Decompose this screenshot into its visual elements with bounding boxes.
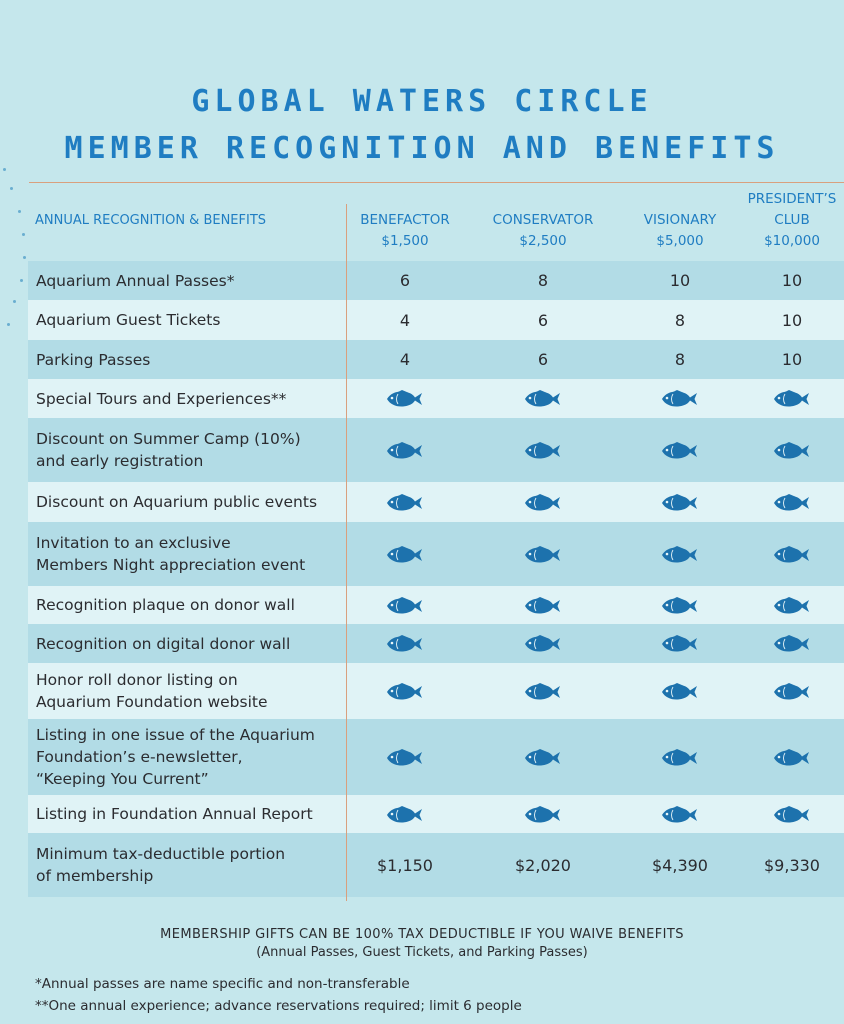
benefit-label-line: Parking Passes	[36, 350, 151, 369]
fish-icon	[625, 544, 735, 564]
benefit-label-line: Members Night appreciation event	[36, 556, 306, 574]
fish-icon	[350, 804, 460, 824]
fish-icon-shape	[661, 635, 699, 653]
table-row	[28, 522, 844, 586]
fish-icon-shape	[524, 494, 562, 512]
table-cell-value: $2,020	[515, 855, 571, 875]
fish-icon	[350, 681, 460, 701]
benefit-label-line: Minimum tax-deductible portion	[36, 845, 286, 863]
benefit-label-line: Discount on Summer Camp (10%)	[36, 430, 301, 448]
fish-icon-shape	[524, 749, 562, 767]
benefit-label	[36, 270, 235, 292]
table-cell-value: 4	[399, 350, 411, 369]
bubble-decoration	[23, 256, 26, 259]
fish-icon	[488, 492, 598, 512]
bubble-decoration	[10, 187, 13, 190]
fish-icon	[737, 544, 844, 564]
fish-icon-shape	[386, 494, 424, 512]
fish-icon-shape	[386, 390, 424, 408]
fish-icon-shape	[386, 597, 424, 615]
table-row	[28, 795, 844, 833]
fish-icon	[737, 681, 844, 701]
benefit-label-line: and early registration	[36, 452, 204, 470]
fish-icon	[488, 440, 598, 460]
fish-icon	[625, 681, 735, 701]
table-row	[28, 663, 844, 719]
benefit-label-line: Recognition plaque on donor wall	[36, 596, 295, 614]
fish-icon	[625, 440, 735, 460]
table-cell-value: 8	[674, 350, 686, 369]
fish-icon-shape	[661, 806, 699, 824]
benefit-label-line: Aquarium Annual Passes*	[36, 271, 235, 290]
benefit-label	[36, 633, 290, 655]
table-row	[28, 261, 844, 300]
fish-icon-shape	[386, 683, 424, 701]
bubble-decoration	[22, 233, 25, 236]
benefit-label-line: Foundation’s e-newsletter,	[36, 748, 243, 766]
fish-icon	[350, 440, 460, 460]
table-cell-value: $4,390	[652, 855, 708, 875]
fish-icon	[488, 681, 598, 701]
fish-icon	[625, 804, 735, 824]
fish-icon-shape	[773, 806, 811, 824]
fish-icon-shape	[773, 442, 811, 460]
fish-icon	[737, 595, 844, 615]
benefit-label	[36, 491, 317, 513]
fish-icon	[737, 804, 844, 824]
benefit-label-line: Aquarium Foundation website	[36, 693, 268, 711]
table-cell-value: 4	[399, 310, 411, 330]
bubble-decoration	[18, 210, 21, 213]
fish-icon	[350, 544, 460, 564]
benefit-label-line: Recognition on digital donor wall	[36, 634, 291, 653]
table-row	[28, 379, 844, 418]
benefit-label-line: Listing in Foundation Annual Report	[36, 805, 313, 823]
column-divider	[346, 204, 347, 901]
bubble-decoration	[20, 279, 23, 282]
fish-icon	[737, 492, 844, 512]
table-cell-value: 10	[781, 271, 803, 290]
benefit-label	[36, 428, 301, 472]
fish-icon-shape	[524, 806, 562, 824]
fish-icon-shape	[661, 546, 699, 564]
benefit-label	[36, 532, 305, 576]
table-row	[28, 300, 844, 340]
fish-icon-shape	[661, 597, 699, 615]
table-row	[28, 340, 844, 379]
fish-icon	[488, 804, 598, 824]
bubble-decoration	[7, 323, 10, 326]
table-row	[28, 418, 844, 482]
tier-header-visionary	[625, 210, 735, 252]
table-cell-value: 6	[537, 350, 549, 369]
tier-name: BENEFACTOR	[360, 212, 450, 228]
header-divider	[29, 182, 844, 183]
fish-icon-shape	[773, 635, 811, 653]
tier-name: PRESIDENT’S	[747, 191, 837, 207]
fish-icon-shape	[524, 390, 562, 408]
fish-icon-shape	[386, 806, 424, 824]
fish-icon	[350, 595, 460, 615]
fish-icon	[737, 747, 844, 767]
footnote: **One annual experience; advance reservations required; limit 6 people	[35, 998, 522, 1014]
fish-icon-shape	[524, 597, 562, 615]
tier-name: CLUB	[774, 212, 810, 228]
fish-icon-shape	[661, 749, 699, 767]
table-cell-value: $9,330	[764, 855, 820, 875]
table-row	[28, 482, 844, 522]
fish-icon	[350, 634, 460, 654]
tier-amount: $2,500	[519, 233, 567, 249]
fish-icon-shape	[386, 635, 424, 653]
tier-name: CONSERVATOR	[492, 212, 594, 228]
fish-icon-shape	[386, 749, 424, 767]
table-row	[28, 719, 844, 795]
fish-icon	[488, 595, 598, 615]
page-title	[0, 78, 844, 172]
fish-icon-shape	[773, 597, 811, 615]
benefits-table	[28, 261, 844, 897]
benefits-column-header: ANNUAL RECOGNITION & BENEFITS	[35, 213, 267, 228]
benefit-label	[36, 349, 150, 371]
fish-icon-shape	[661, 390, 699, 408]
fish-icon	[625, 595, 735, 615]
tier-header-benefactor	[350, 210, 460, 252]
table-row	[28, 624, 844, 663]
fish-icon-shape	[773, 683, 811, 701]
fish-icon	[737, 440, 844, 460]
fish-icon-shape	[386, 442, 424, 460]
benefit-label	[36, 388, 286, 410]
fish-icon	[488, 389, 598, 409]
benefit-label	[36, 803, 313, 825]
fish-icon-shape	[773, 546, 811, 564]
fish-icon	[488, 544, 598, 564]
fish-icon	[488, 634, 598, 654]
benefit-label-line: Listing in one issue of the Aquarium	[36, 726, 315, 744]
benefit-label	[36, 594, 295, 616]
table-cell-value: 8	[674, 310, 686, 330]
fish-icon-shape	[524, 546, 562, 564]
fish-icon	[737, 389, 844, 409]
fish-icon	[350, 747, 460, 767]
benefit-label-line: Invitation to an exclusive	[36, 534, 231, 552]
tax-note-detail: (Annual Passes, Guest Tickets, and Parking Passes)	[256, 945, 588, 960]
fish-icon	[737, 634, 844, 654]
fish-icon	[625, 747, 735, 767]
benefit-label	[36, 843, 285, 887]
title-line-1: GLOBAL WATERS CIRCLE	[191, 84, 653, 119]
tier-header-conservator	[488, 210, 598, 252]
title-line-2: MEMBER RECOGNITION AND BENEFITS	[64, 131, 780, 166]
table-cell-value: 10	[781, 310, 803, 330]
fish-icon	[350, 492, 460, 512]
tier-amount: $5,000	[656, 233, 704, 249]
fish-icon-shape	[773, 749, 811, 767]
benefit-label-line: Special Tours and Experiences**	[36, 389, 287, 408]
table-cell-value: $1,150	[377, 855, 433, 875]
table-cell-value: 6	[537, 310, 549, 330]
benefit-label-line: Discount on Aquarium public events	[36, 493, 318, 511]
fish-icon-shape	[661, 683, 699, 701]
table-row	[28, 833, 844, 897]
fish-icon-shape	[386, 546, 424, 564]
table-cell-value: 10	[781, 350, 803, 369]
fish-icon	[488, 747, 598, 767]
fish-icon-shape	[773, 390, 811, 408]
fish-icon	[625, 389, 735, 409]
tier-header-presidents-club	[737, 189, 844, 252]
benefit-label-line: Honor roll donor listing on	[36, 671, 238, 689]
table-cell-value: 6	[399, 271, 411, 290]
fish-icon-shape	[661, 442, 699, 460]
fish-icon	[625, 492, 735, 512]
tax-note: MEMBERSHIP GIFTS CAN BE 100% TAX DEDUCTIBLE IF YOU WAIVE BENEFITS	[160, 927, 684, 942]
benefit-label	[36, 724, 315, 790]
benefit-label-line: “Keeping You Current”	[36, 770, 209, 788]
benefit-label-line: Aquarium Guest Tickets	[36, 311, 221, 329]
fish-icon	[350, 389, 460, 409]
benefit-label-line: of membership	[36, 867, 154, 885]
fish-icon-shape	[773, 494, 811, 512]
table-row	[28, 586, 844, 624]
tier-amount: $10,000	[764, 233, 820, 249]
fish-icon-shape	[661, 494, 699, 512]
table-cell-value: 10	[669, 271, 691, 290]
benefit-label	[36, 309, 220, 331]
benefit-label	[36, 669, 268, 713]
fish-icon-shape	[524, 683, 562, 701]
footnote: *Annual passes are name specific and non-transferable	[35, 976, 410, 992]
table-cell-value: 8	[537, 271, 549, 290]
fish-icon-shape	[524, 635, 562, 653]
fish-icon-shape	[524, 442, 562, 460]
bubble-decoration	[13, 300, 16, 303]
fish-icon	[625, 634, 735, 654]
tier-name: VISIONARY	[643, 212, 717, 228]
tier-amount: $1,500	[381, 233, 429, 249]
